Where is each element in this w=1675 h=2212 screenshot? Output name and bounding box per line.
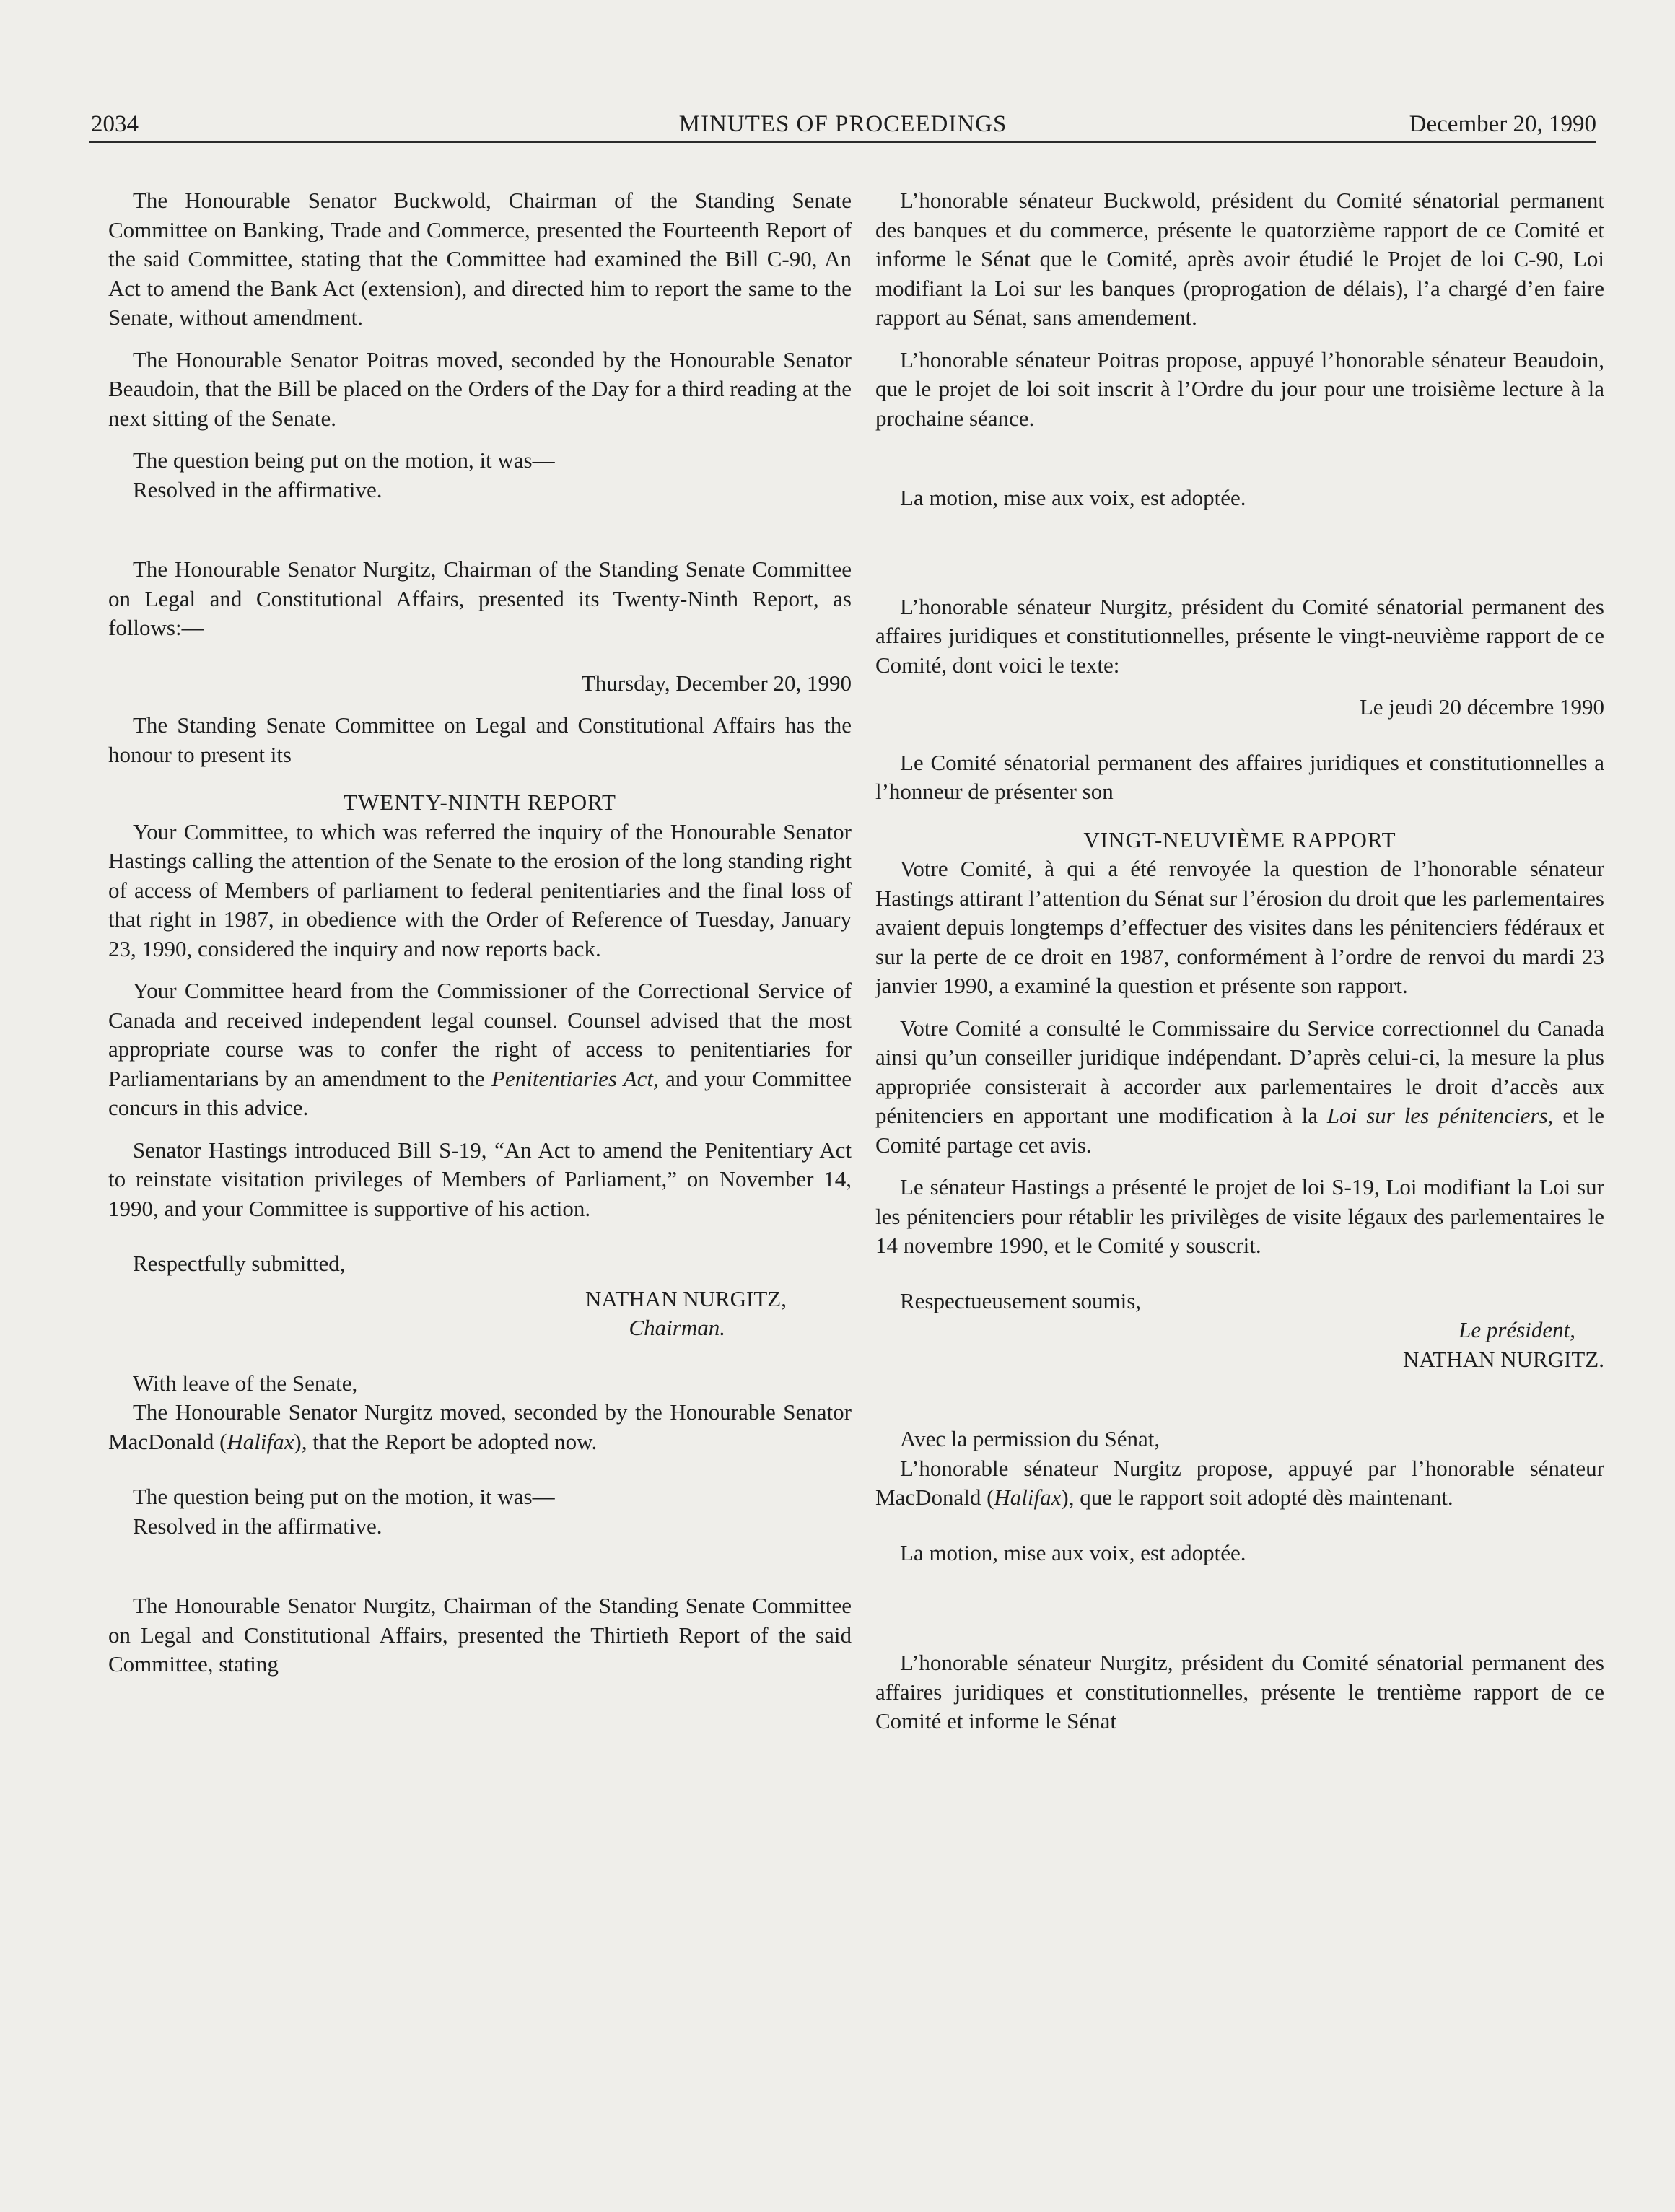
signer-title: Chairman. (629, 1315, 725, 1340)
page-date: December 20, 1990 (1409, 111, 1596, 137)
signer-name-fr: NATHAN NURGITZ. (1403, 1346, 1604, 1372)
motion-adopted-text: La motion, mise aux voix, est adoptée. (900, 485, 1246, 510)
paragraph-adopt-motion (108, 1398, 852, 1456)
act-name-fr: Loi sur les pénitenciers, (1326, 1103, 1554, 1128)
signer-title-fr: Le président, (1458, 1317, 1575, 1342)
place-name: Halifax (227, 1428, 294, 1454)
paragraph-honour-present: The Standing Senate Committee on Legal and Constitutional Affairs has the honour to present its (108, 712, 852, 767)
paragraph-bill-s19: Senator Hastings introduced Bill S-19, “An Act to amend the Penitentiary Act to reinstate visitation privileges of Members of Parliament,” on November 14, 1990, and your Committee is supportive of his action. (108, 1137, 852, 1221)
paragraph-referral-fr: Votre Comité, à qui a été renvoyée la question de l’honorable sénateur Hastings attirant l’attention du Sénat sur l’érosion du droit que les parlementaires avaient depuis longtemps d’effectuer des visites dans les pénitenciers fédéraux et sur la perte de ce droit en 1987, conformément à l’ordre de renvoi du mardi 23 janvier 1990, a examiné la question et présente son rapport. (875, 856, 1604, 998)
paragraph-nurgitz-report: The Honourable Senator Nurgitz, Chairman of the Standing Senate Committee on Legal and Constitutional Affairs, presented its Twenty-Ninth Report, as follows:— (108, 556, 852, 640)
counsel-text-a: Your Committee heard from the Commissioner of the Correctional Service of Canada and received independent legal counsel. Counsel advised that the most appropriate course was to confer the right of access to penitentiaries for Parliamentarians by an amendment to the (108, 978, 852, 1091)
adopt-text-b: ), that the Report be adopted now. (294, 1428, 598, 1454)
act-name: Penitentiaries Act, (491, 1065, 659, 1091)
page-title: MINUTES OF PROCEEDINGS (678, 111, 1007, 137)
paragraph-bill-s19-fr: Le sénateur Hastings a présenté le projet de loi S-19, Loi modifiant la Loi sur les pénitenciers pour rétablir les privilèges de visite légaux des parlementaires le 14 novembre 1990, et le Comité y souscrit. (875, 1174, 1604, 1258)
paragraph-referral: Your Committee, to which was referred the inquiry of the Honourable Senator Hastings calling the attention of the Senate to the erosion of the long standing right of access of Members of parliament to federal penitentiaries and the final loss of that right in 1987, in obedience with the Order of Reference of Tuesday, January 23, 1990, considered the inquiry and now reports back. (108, 818, 852, 961)
french-column (875, 186, 1604, 1736)
place-name-fr: Halifax (994, 1485, 1062, 1510)
closing-text: Respectfully submitted, (133, 1251, 346, 1276)
paragraph-banking-report-fr: L’honorable sénateur Buckwold, président du Comité sénatorial permanent des banques et du commerce, présente le quatorzième rapport de ce Comité et informe le Sénat que le Comité, après avoir étudié le Projet de loi C-90, Loi modifiant la Loi sur les banques (proprogation de délais), l’a chargé d’en faire rapport au Sénat, sans amendement. (875, 188, 1604, 330)
page-number: 2034 (91, 111, 139, 137)
report-heading: TWENTY-NINTH REPORT (344, 790, 616, 815)
paragraph-counsel (108, 976, 852, 1123)
adopt-text-a: The Honourable Senator Nurgitz moved, seconded by the Honourable Senator MacDonald ( (108, 1399, 852, 1454)
resolved-text: Resolved in the affirmative. (133, 476, 382, 502)
leave-text-fr: Avec la permission du Sénat, (900, 1426, 1160, 1451)
report-date-line: Thursday, December 20, 1990 (581, 670, 852, 696)
question-put-text: The question being put on the motion, it was— (133, 447, 555, 473)
paragraph-honour-present-fr: Le Comité sénatorial permanent des affaires juridiques et constitutionnelles a l’honneur de présenter son (875, 749, 1604, 804)
adopt-text-b-fr: ), que le rapport soit adopté dès maintenant. (1061, 1485, 1453, 1510)
leave-text: With leave of the Senate, (133, 1370, 358, 1396)
paragraph-thirtieth-report: The Honourable Senator Nurgitz, Chairman of the Standing Senate Committee on Legal and Constitutional Affairs, presented the Thirtieth Report of the said Committee, stating (108, 1593, 852, 1677)
counsel-text-b: and your Committee concurs in this advice. (108, 1065, 852, 1120)
counsel-text-a-fr: Votre Comité a consulté le Commissaire du Service correctionnel du Canada ainsi qu’un conseiller juridique indépendant. D’après celui-ci, la mesure la plus appropriée consisterait à accorder aux parlementaires le droit d’accès aux pénitenciers en apportant une modification à la (875, 1015, 1604, 1128)
closing-text-fr: Respectueusement soumis, (900, 1288, 1142, 1313)
counsel-text-b-fr: et le Comité partage cet avis. (875, 1103, 1604, 1158)
paragraph-poitras-motion: The Honourable Senator Poitras moved, seconded by the Honourable Senator Beaudoin, that the Bill be placed on the Orders of the Day for a third reading at the next sitting of the Senate. (108, 346, 852, 431)
page-header (89, 107, 1596, 143)
report-heading-fr: VINGT-NEUVIÈME RAPPORT (1083, 826, 1396, 852)
english-column (108, 186, 852, 1679)
resolved-text-2: Resolved in the affirmative. (133, 1513, 382, 1539)
paragraph-nurgitz-report-fr: L’honorable sénateur Nurgitz, président du Comité sénatorial permanent des affaires juridiques et constitutionnelles, présente le vingt-neuvième rapport de ce Comité, dont voici le texte: (875, 593, 1604, 678)
adopt-text-a-fr: L’honorable sénateur Nurgitz propose, appuyé par l’honorable sénateur MacDonald ( (875, 1455, 1604, 1510)
question-put-text-2: The question being put on the motion, it was— (133, 1484, 555, 1509)
paragraph-counsel-fr (875, 1014, 1604, 1160)
motion-adopted-text-2: La motion, mise aux voix, est adoptée. (900, 1539, 1246, 1565)
paragraph-thirtieth-report-fr: L’honorable sénateur Nurgitz, président du Comité sénatorial permanent des affaires juridiques et constitutionnelles, présente le trentième rapport de ce Comité et informe le Sénat (875, 1650, 1604, 1734)
paragraph-adopt-motion-fr (875, 1454, 1604, 1513)
signer-name: NATHAN NURGITZ, (585, 1285, 787, 1311)
paragraph-poitras-motion-fr: L’honorable sénateur Poitras propose, appuyé l’honorable sénateur Beaudoin, que le projet de loi soit inscrit à l’Ordre du jour pour une troisième lecture à la prochaine séance. (875, 346, 1604, 431)
paragraph-banking-report: The Honourable Senator Buckwold, Chairman of the Standing Senate Committee on Banking, Trade and Commerce, presented the Fourteenth Report of the said Committee, stating that the Committee had examined the Bill C-90, An Act to amend the Bank Act (extension), and directed him to report the same to the Senate, without amendment. (108, 188, 852, 330)
report-date-line-fr: Le jeudi 20 décembre 1990 (1359, 694, 1604, 720)
